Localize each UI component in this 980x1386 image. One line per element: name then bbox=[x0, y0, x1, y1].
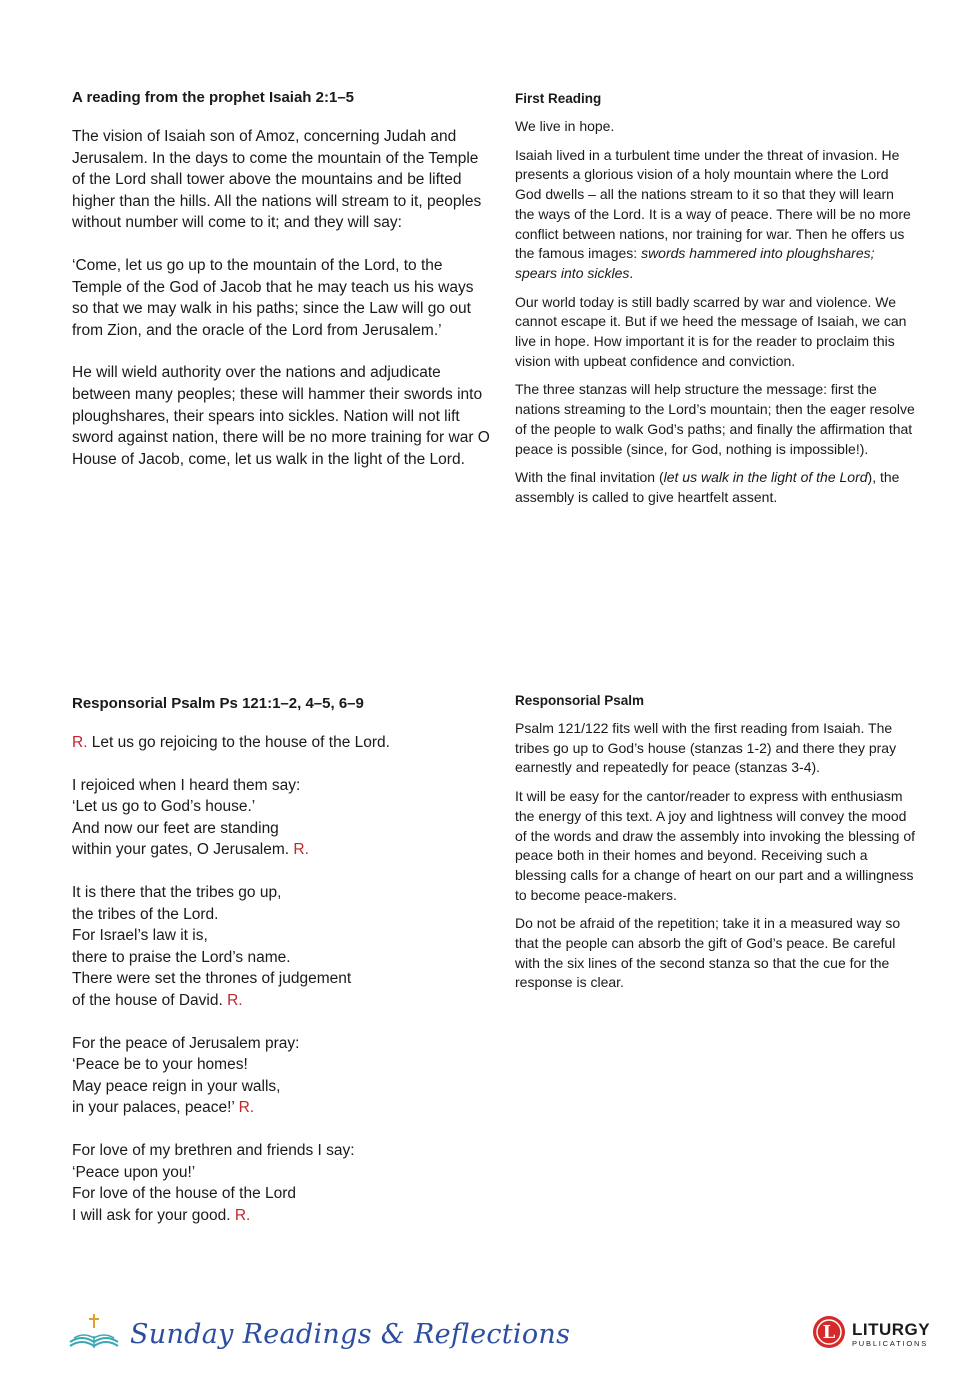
first-reflection-title: First Reading bbox=[515, 91, 602, 106]
reflection-paragraph: Psalm 121/122 fits well with the first reading from Isaiah. The tribes go up to God’s house (stanzas 1-2) and there they pray earnestly and repeatedly for peace (stanzas 3-4). bbox=[515, 720, 897, 776]
psalm-stanza: For the peace of Jerusalem pray: ‘Peace be to your homes! May peace reign in your walls, in your palaces, peace!’ R. bbox=[72, 1034, 300, 1117]
psalm-response: R. Let us go rejoicing to the house of the Lord. bbox=[72, 734, 390, 751]
first-reading-reflection bbox=[515, 90, 915, 517]
first-reading-title: A reading from the prophet Isaiah 2:1–5 bbox=[72, 89, 355, 106]
logo-main-text: LITURGY bbox=[852, 1319, 931, 1339]
reflection-paragraph: Do not be afraid of the repetition; take it in a measured way so that the people can absorb the gift of God’s peace. Be careful with the six lines of the second stanza so that the cue for the response is clear. bbox=[515, 915, 901, 991]
psalm-title: Responsorial Psalm Ps 121:1–2, 4–5, 6–9 bbox=[72, 695, 364, 712]
psalm-reflection-title: Responsorial Psalm bbox=[515, 693, 645, 708]
psalm-stanza: I rejoiced when I heard them say: ‘Let us go to God’s house.’ And now our feet are standing within your gates, O Jerusalem. R. bbox=[72, 776, 309, 859]
psalm-reflection-text bbox=[515, 719, 915, 993]
psalm-reflection bbox=[515, 692, 915, 1002]
first-reading-paragraph: He will wield authority over the nations and adjudicate between many peoples; these will hammer their swords into ploughshares, their spears into sickles. Nation will not lift sword against nation, there will be no more training for war O House of Jacob, come, let us walk in the light of the Lord. bbox=[72, 364, 490, 468]
reflection-paragraph: Our world today is still badly scarred by war and violence. We cannot escape it. But if we heed the message of Isaiah, we can live in hope. How important it is for the reader to proclaim this vision with upbeat confidence and conviction. bbox=[515, 293, 907, 369]
reflection-paragraph: It will be easy for the cantor/reader to express with enthusiasm the energy of this text. A joy and lightness will convey the mood of the words and draw the assembly into invoking the blessing of peace both in their homes and beyond. Receiving such a blessing calls for a change of heart on our part and a willingness to become peace-makers. bbox=[515, 788, 916, 903]
psalm-stanza: For love of my brethren and friends I say: ‘Peace upon you!’ For love of the house of the Lord I will ask for your good. R. bbox=[72, 1141, 355, 1224]
psalm-text bbox=[72, 732, 492, 1226]
reflection-paragraph: We live in hope. bbox=[515, 118, 615, 134]
liturgy-publications-logo bbox=[812, 1314, 930, 1354]
open-book-cross-icon bbox=[68, 1312, 120, 1357]
liturgy-logo-icon bbox=[812, 1315, 846, 1354]
brand-title: Sunday Readings & Reflections bbox=[130, 1318, 571, 1350]
first-reading-paragraph: ‘Come, let us go up to the mountain of the Lord, to the Temple of the God of Jacob that he may teach us his ways so that we may walk in his paths; since the Law will go out from Zion, and the oracle of the Lord from Jerusalem.’ bbox=[72, 256, 474, 339]
first-reading-paragraph: The vision of Isaiah son of Amoz, concerning Judah and Jerusalem. In the days to come the mountain of the Temple of the Lord shall tower above the mountains and be lifted higher than the hills. All the nations will stream to it, peoples without number will come to it; and they will say: bbox=[72, 128, 482, 232]
svg-text:L: L bbox=[822, 1321, 836, 1343]
first-reading-section bbox=[72, 88, 492, 491]
responsorial-psalm-section bbox=[72, 694, 492, 1247]
reflection-paragraph: Isaiah lived in a turbulent time under the threat of invasion. He presents a glorious vision of a holy mountain where the Lord God dwells – all the nations stream to it so that they will learn the ways of the Lord. It is a way of peace. There will be no more conflict between nations, nor training for war. Then he offers us the famous images: swords hammered into ploughshares; spears into sickles. bbox=[515, 146, 911, 281]
first-reflection-text bbox=[515, 117, 915, 508]
reflection-paragraph: With the final invitation (let us walk in the light of the Lord), the assembly is called to give heartfelt assent. bbox=[515, 469, 900, 505]
footer-brand bbox=[68, 1312, 570, 1356]
reflection-paragraph: The three stanzas will help structure the message: first the nations streaming to the Lord’s mountain; then the eager resolve of the people to walk God’s paths; and finally the affirmation that peace is possible (since, for God, nothing is impossible!). bbox=[515, 381, 915, 457]
psalm-stanza: It is there that the tribes go up, the tribes of the Lord. For Israel’s law it is, there to praise the Lord’s name. There were set the thrones of judgement of the house of David. R. bbox=[72, 883, 352, 1009]
logo-sub-text: PUBLICATIONS bbox=[852, 1338, 929, 1348]
first-reading-text bbox=[72, 126, 492, 470]
